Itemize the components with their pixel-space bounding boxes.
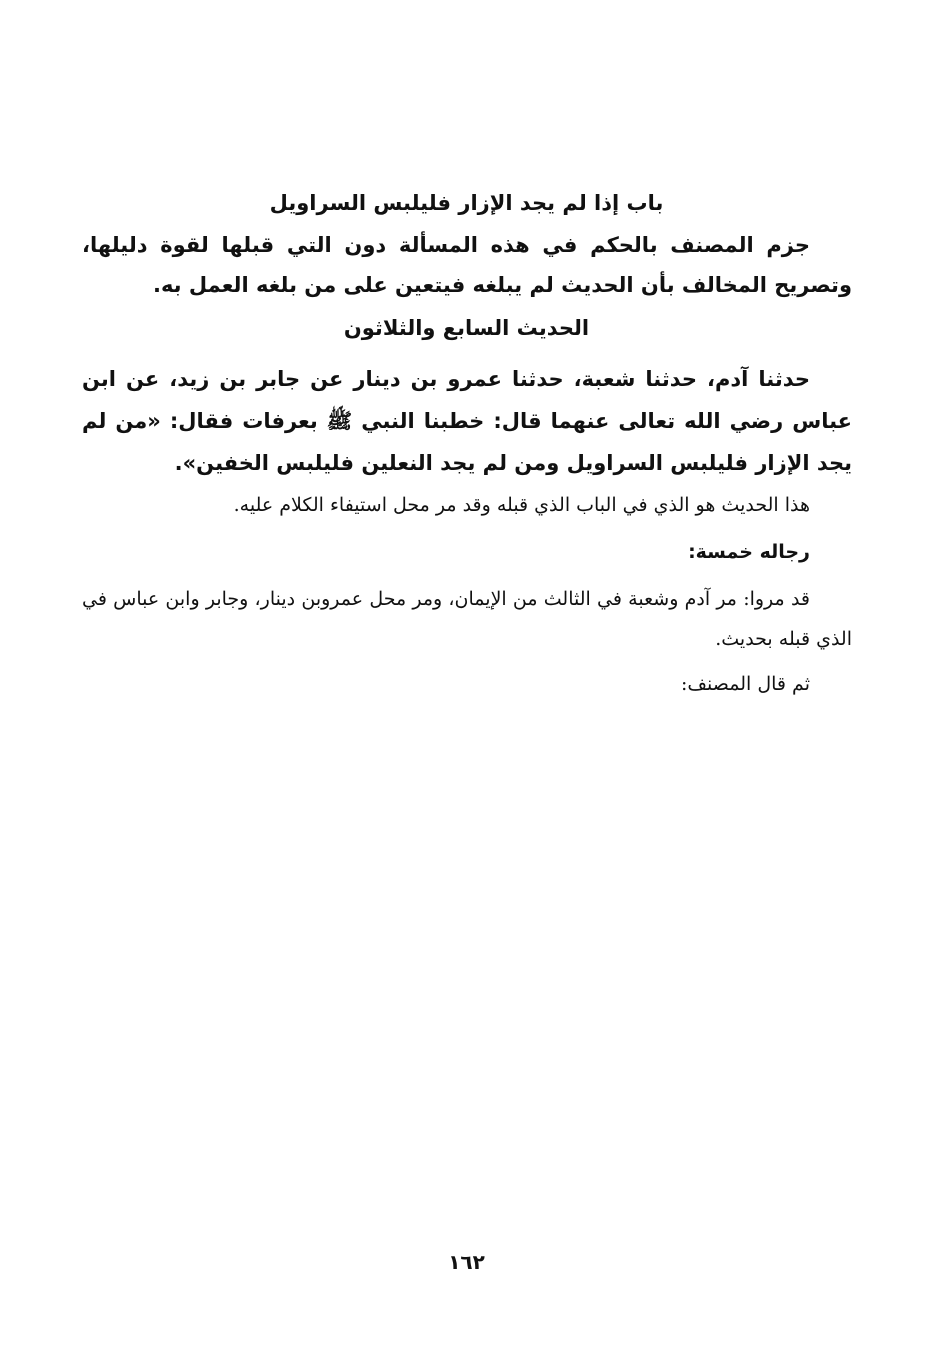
intro-paragraph: جزم المصنف بالحكم في هذه المسألة دون التي قبلها لقوة دليلها، وتصريح المخالف بأن الحديث لم يبلغه فيتعين على من بلغه العمل به. <box>82 233 852 297</box>
narrators-heading: رجاله خمسة: <box>688 541 810 563</box>
page-number: ١٦٢ <box>448 1250 485 1274</box>
hadith-text: حدثنا آدم، حدثنا شعبة، حدثنا عمرو بن دينار عن جابر بن زيد، عن ابن عباس رضي الله تعالى عنهما قال: خطبنا النبي ﷺ بعرفات فقال: «من لم يجد الإزار فليلبس السراويل ومن لم يجد النعلين فليلبس الخفين». <box>82 367 852 475</box>
commentary-paragraph: هذا الحديث هو الذي في الباب الذي قبله وقد مر محل استيفاء الكلام عليه. <box>233 494 810 516</box>
chapter-title: باب إذا لم يجد الإزار فليلبس السراويل <box>269 191 664 215</box>
hadith-heading: الحديث السابع والثلاثون <box>343 316 590 340</box>
narrators-paragraph: قد مروا: مر آدم وشعبة في الثالث من الإيمان، ومر محل عمروبن دينار، وجابر وابن عباس في الذي قبله بحديث. <box>82 588 852 650</box>
closing-line: ثم قال المصنف: <box>680 673 810 695</box>
